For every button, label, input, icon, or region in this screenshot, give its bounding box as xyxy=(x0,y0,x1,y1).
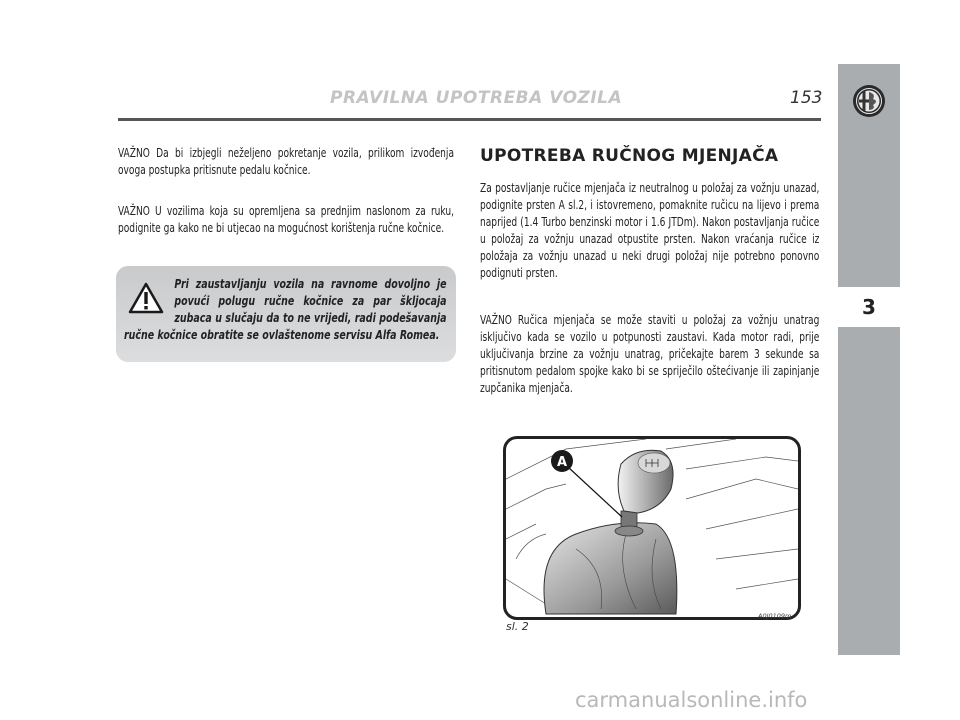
alfa-romeo-logo-icon xyxy=(852,84,886,118)
left-paragraph-1 xyxy=(118,145,454,179)
page-number: 153 xyxy=(790,88,823,108)
figure-caption: sl. 2 xyxy=(506,620,529,633)
header-rule xyxy=(118,118,821,121)
right-paragraph-1 xyxy=(480,180,819,282)
callout-a-label: A xyxy=(556,455,568,470)
chapter-number: 3 xyxy=(838,287,900,327)
right-paragraph-1-text: Za postavljanje ručice mjenjača iz neutralnog u položaj za vožnju unazad, podignite prsten A sl.2, i istovremeno, pomaknite ručicu na lijevo i prema naprijed (1.4 Turbo benzinski motor i 1.6 JTDm). Nakon postavljanja ručice u položaj za vožnju unazad otpustite prsten. Nakon vraćanja ručice iz položaja za vožnju unazad u neki drugi položaj nije potrebno ponovno podignuti prsten. xyxy=(480,181,820,280)
running-header-title: PRAVILNA UPOTREBA VOZILA xyxy=(330,88,623,108)
warning-text: Pri zaustavljanju vozila na ravnome dovoljno je povući polugu ručne kočnice za par škljocaja zubaca u slučaju da to ne vrijedi, radi podešavanja ručne kočnice obratite se ovlaštenome servisu Alfa Romea. xyxy=(124,276,447,342)
watermark: carmanualsonline.info xyxy=(575,688,808,712)
left-paragraph-1-text: VAŽNO Da bi izbjegli neželjeno pokretanje vozila, prilikom izvođenja ovoga postupka pritisnute pedalu kočnice. xyxy=(118,146,454,177)
gear-lever-illustration xyxy=(506,439,798,617)
right-paragraph-2 xyxy=(480,312,819,397)
gear-lever-figure xyxy=(503,436,801,620)
figure-code: A0J0109m xyxy=(758,612,792,620)
left-paragraph-2-text: VAŽNO U vozilima koja su opremljena sa prednjim naslonom za ruku, podignite ga kako ne bi utjecao na mogućnost korištenja ručne kočnice. xyxy=(118,204,454,235)
section-heading: UPOTREBA RUČNOG MJENJAČA xyxy=(480,146,779,166)
left-paragraph-2 xyxy=(118,203,454,237)
right-paragraph-2-text: VAŽNO Ručica mjenjača se može staviti u položaj za vožnju unatrag isključivo kada se vozilo u potpunosti zaustavi. Kada motor radi, prije uključivanja brzine za vožnju unatrag, pričekajte barem 3 sekunde sa pritisnutom pedalom spojke kako bi se spriječilo oštećivanje ili zapinjanje zupčanika mjenjača. xyxy=(480,313,820,395)
chapter-side-tab xyxy=(838,64,900,655)
